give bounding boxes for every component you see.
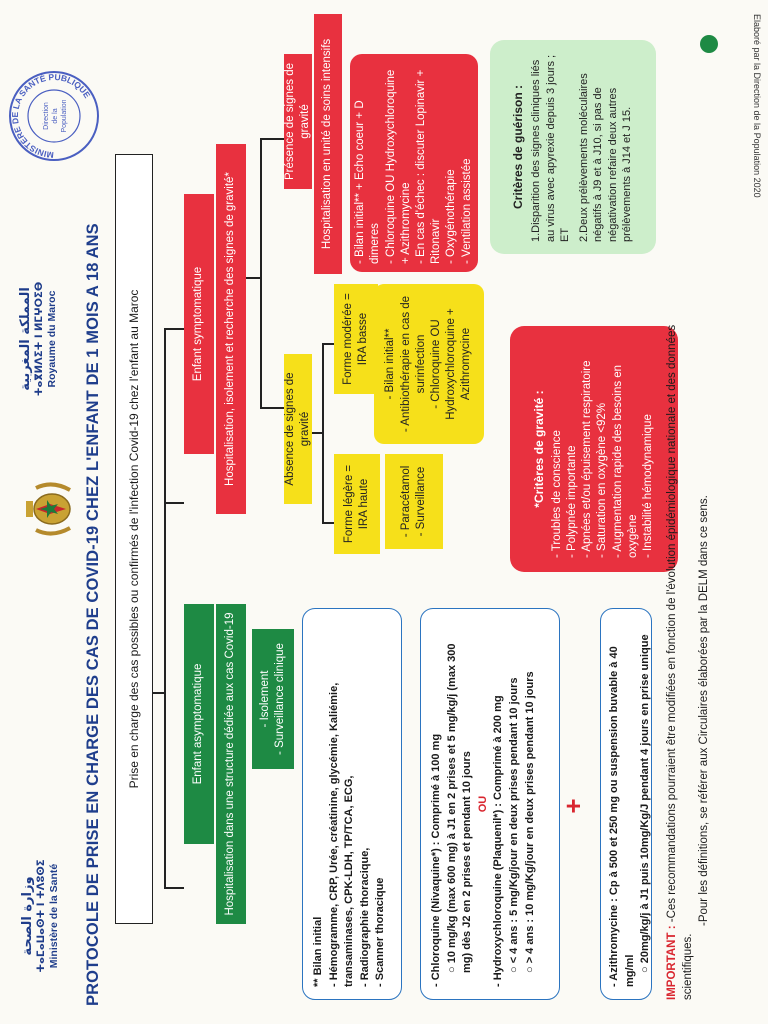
chloroquine-box [420,608,560,1000]
gravite-list [550,340,656,558]
care-bilan-echo: - Bilan initial** + Echo coeur + D dimeres [354,100,382,264]
connector [164,329,166,889]
care-chloroquine-icu: - Chloroquine OU Hydroxychloroquine + Azithromycine [384,69,412,264]
node-moderee-care [374,284,484,444]
bilan-title: ** Bilan initial [312,916,324,987]
care-surveillance: - Surveillance clinique [274,643,286,755]
stamp-line-1: Direction [43,102,50,130]
node-intensive-care [350,54,478,272]
node-asymptomatic: Enfant asymptomatique [184,604,214,844]
hcq-dose-over4: ○ > 4 ans : 10 mg/Kg/jour en deux prises pendant 10 jours [523,671,536,973]
care-ventilation: - Ventilation assistée [460,158,473,264]
ou-label: OU [476,795,489,813]
chloroquine-dose: ○ 10 mg/kg (max 600 mg) à J1 en 2 prises et 5 mg/kg/j (max 300 mg) dès J2 en 2 prises et pendant 10 jours [445,643,474,973]
care-antibio: - Antibiothérapie en cas de surinfection [399,295,427,433]
ministry-sante-tifinagh: ⵜⴰⵎⴰⵡⴰⵙⵜ ⵏ ⵜⴷⵓⵙⵉ [35,859,47,973]
hcq-dose-under4: ○ < 4 ans : 5 mg/Kg/jour en deux prises pendant 10 jours [508,677,521,973]
node-legere: Forme légère = IRA haute [334,454,380,554]
important-text-2: -Pour les définitions, se référer aux Circulaires élaborées par la DELM dans ce sens. [698,495,711,926]
gravite-box [510,326,678,572]
connector [322,344,324,524]
gravite-item: - Instabilité hémodynamique [641,340,656,558]
plus-sign: + [558,798,588,814]
ministry-sante-fr: Ministère de la Santé [47,863,60,969]
chloroquine-title: - Chloroquine (Nivaquine*) : Comprimé à 100 mg [430,733,442,987]
important-text-1: -Ces recommandations pourraient être modifiées en fonction de l'évolution épidémiologique nationale et des données scientifiques. [666,324,695,1000]
royaume-tifinagh: ⵜⴰⴳⵍⴷⵉⵜ ⵏ ⵍⵎⵖⵔⵉⴱ [33,281,45,397]
guerison-item-2: 2.Deux prélèvements moléculaires négatifs à J9 et à J10, si pas de négativation refaire deux autres prélèvements à J14 et J 15. [577,73,634,242]
connector [246,278,260,280]
stamp-line-3: Population [61,99,68,133]
gravite-item: - Polypnée importante [565,340,580,558]
bilan-item: - Hémogramme, CRP, Urée, créatinine, glycémie, Kaliémie, transaminases, CPK-LDH, TP/TCA, ECG, [327,621,358,987]
care-lopinavir: - En cas d'échec : discuter Lopinavir + Ritonavir [415,69,443,264]
care-isolement: - Isolement [258,670,271,728]
root-node: Prise en charge des cas possibles ou confirmés de l'infection Covid-19 chez l'enfant au Maroc [115,154,153,924]
node-asymptomatic-care [252,629,294,769]
azi-dose: ○ 20mg/kg/j à J1 puis 10mg/Kg/J pendant 4 jours en prise unique [639,634,652,973]
gravite-title: *Critères de gravité : [531,390,546,508]
connector [260,139,262,409]
important-label: IMPORTANT : [666,925,678,1000]
credit-wrapper [6,9,56,39]
official-stamp [6,68,102,164]
connector [322,523,334,525]
guerison-box [490,40,656,254]
bilan-box [302,608,402,1000]
gravite-item: - Saturation en oxygène <92% [595,340,610,558]
hcq-title: - Hydroxychloroquine (Plaquenil*) : Comprimé à 200 mg [492,695,505,987]
azithromycine-box [600,608,652,1000]
ministry-small-logo [700,14,746,74]
azi-title: - Azithromycine : Cp à 500 et 250 mg ou suspension buvable à 40 mg/ml [608,646,636,987]
connector [260,139,284,141]
stamp-line-2: de la [52,108,59,124]
connector [260,408,284,410]
gravite-item: - Troubles de conscience [550,340,565,558]
guerison-item-1: 1.Disparition des signes cliniques liés au virus avec apyrexie depuis 3 jours ; ET [530,54,572,242]
stamp-outer-text: MINISTÈRE DE LA SANTÉ PUBLIQUE [9,71,93,161]
credit-text: Elaboré par la Direction de la Population 2020 [752,14,762,198]
node-symptomatic: Enfant symptomatique [184,194,214,454]
royaume-fr: Royaume du Maroc [45,290,58,388]
care-legere-surveillance: - Surveillance [415,466,427,537]
node-asymptomatic-hosp: Hospitalisation dans une structure dédiée aux cas Covid-19 [216,604,246,924]
connector [164,503,184,505]
bilan-item: - Scanner thoracique [373,621,389,987]
coat-of-arms-icon [20,474,80,544]
node-presence: Présence de signes de gravité [284,54,312,189]
important-note [664,320,712,1000]
royaume-arabic: المملكة المغربية [18,287,33,391]
connector [322,344,334,346]
bilan-item: - Radiographie thoracique, [358,621,374,987]
page-title: PROTOCOLE DE PRISE EN CHARGE DES CAS DE COVID-19 CHEZ L'ENFANT DE 1 MOIS A 18 ANS [84,223,102,1006]
bilan-list [327,621,389,987]
gravite-item: - Apnées et/ou épuisement respiratoire [580,340,595,558]
care-paracetamol: - Paracétamol [399,465,412,538]
guerison-title: Critères de guérison : [511,84,526,210]
connector [312,433,322,435]
connector [164,329,184,331]
care-bilan: - Bilan initial** [384,328,397,400]
node-intensive: Hospitalisation en unité de soins intensifs [314,14,342,274]
ministry-green-icon [700,35,718,53]
care-chloroquine: - Chloroquine OU Hydroxychloroquine + Azithromycine [430,308,473,420]
node-symptomatic-hosp: Hospitalisation, isolement et recherche des signes de gravité* [216,144,246,514]
node-absence: Absence de signes de gravité [284,354,312,504]
node-legere-care [385,454,443,549]
royaume-logo [18,259,58,419]
care-oxygen: - Oxygénothérapie [445,169,458,264]
ministry-sante-arabic: وزارة الصحة [20,876,35,956]
ministry-sante-logo [20,836,60,996]
gravite-item: - Augmentation rapide des besoins en oxygène [611,340,641,558]
connector [164,888,184,890]
node-moderee: Forme modérée = IRA basse [334,284,378,394]
